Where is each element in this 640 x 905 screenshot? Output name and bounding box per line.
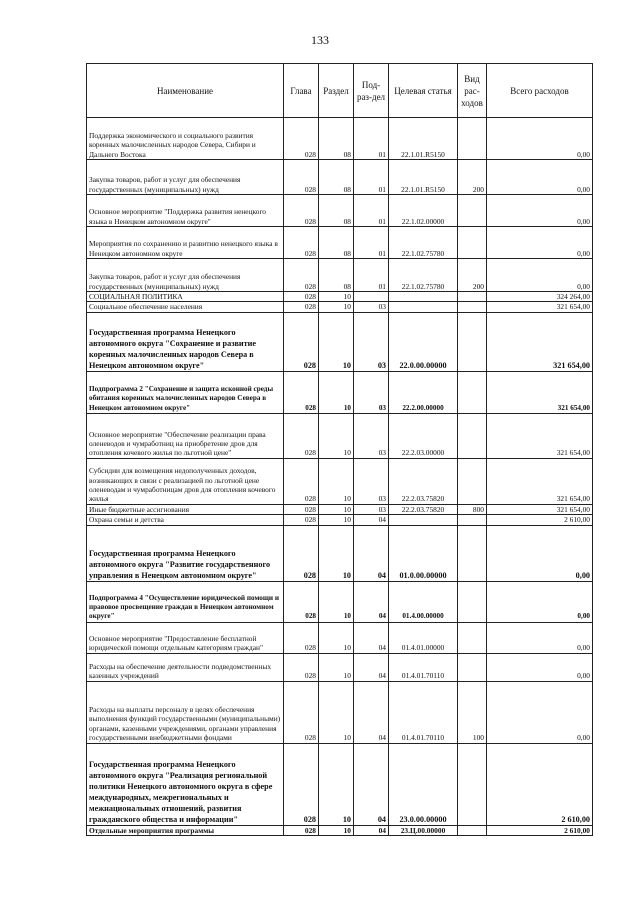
row-subsection: 03 — [354, 302, 389, 312]
row-section: 10 — [319, 622, 354, 653]
row-total: 0,00 — [487, 227, 593, 259]
row-name: Субсидии для возмещения недополученных доходов, возникающих в связи с реализацией по льготной цене оленеводам и чумработницам дров для отопления кочевого жилья — [87, 458, 284, 504]
row-chapter: 028 — [284, 312, 319, 371]
row-name: Расходы на обеспечение деятельности подведомственных казенных учреждений — [87, 653, 284, 681]
table-row — [87, 302, 593, 312]
table-row — [87, 825, 593, 835]
row-chapter: 028 — [284, 371, 319, 413]
row-expense-type — [458, 515, 487, 525]
row-target-article: 01.0.00.00000 — [389, 525, 458, 581]
row-target-article: 23.Ц.00.00000 — [389, 825, 458, 835]
row-name: Поддержка экономического и социального развития коренных малочисленных народов Севера, Сибири и Дальнего Востока — [87, 118, 284, 160]
row-chapter: 028 — [284, 525, 319, 581]
row-name: Мероприятия по сохранению и развитию ненецкого языка в Ненецком автономном округе — [87, 227, 284, 259]
row-total: 2 610,00 — [487, 515, 593, 525]
table-row — [87, 118, 593, 160]
header-name: Наименование — [87, 64, 284, 118]
row-total: 0,00 — [487, 259, 593, 292]
table-row — [87, 371, 593, 413]
row-expense-type — [458, 525, 487, 581]
row-target-article: 01.4.01.70110 — [389, 681, 458, 743]
row-section: 10 — [319, 825, 354, 835]
row-chapter: 028 — [284, 195, 319, 227]
header-section: Раздел — [319, 64, 354, 118]
row-subsection: 01 — [354, 160, 389, 195]
row-chapter: 028 — [284, 292, 319, 302]
row-subsection: 04 — [354, 681, 389, 743]
row-subsection: 04 — [354, 622, 389, 653]
row-chapter: 028 — [284, 825, 319, 835]
row-target-article: 22.2.03.75820 — [389, 504, 458, 514]
row-expense-type — [458, 413, 487, 458]
row-expense-type — [458, 292, 487, 302]
row-section: 10 — [319, 581, 354, 622]
row-total: 2 610,00 — [487, 825, 593, 835]
table-row — [87, 525, 593, 581]
row-subsection: 01 — [354, 227, 389, 259]
row-target-article — [389, 515, 458, 525]
table-row — [87, 312, 593, 371]
row-target-article: 23.0.00.00000 — [389, 743, 458, 825]
row-total: 0,00 — [487, 581, 593, 622]
row-expense-type: 800 — [458, 504, 487, 514]
table-row — [87, 259, 593, 292]
header-expense-type: Вид рас-ходов — [458, 64, 487, 118]
row-name: Социальное обеспечение населения — [87, 302, 284, 312]
row-subsection: 01 — [354, 259, 389, 292]
row-target-article: 22.1.02.00000 — [389, 195, 458, 227]
row-section: 10 — [319, 458, 354, 504]
table-row — [87, 160, 593, 195]
row-expense-type — [458, 195, 487, 227]
table-row — [87, 227, 593, 259]
row-subsection: 04 — [354, 653, 389, 681]
row-section: 08 — [319, 227, 354, 259]
table-row — [87, 292, 593, 302]
row-section: 10 — [319, 515, 354, 525]
row-expense-type — [458, 227, 487, 259]
row-chapter: 028 — [284, 118, 319, 160]
row-name: Основное мероприятие "Предоставление бесплатной юридической помощи отдельным категориям граждан" — [87, 622, 284, 653]
row-name: Отдельные мероприятия программы — [87, 825, 284, 835]
row-target-article — [389, 292, 458, 302]
row-name: Подпрограмма 4 "Осуществление юридической помощи и правовое просвещение граждан в Ненецком автономном округе" — [87, 581, 284, 622]
table-row — [87, 681, 593, 743]
row-expense-type — [458, 302, 487, 312]
row-expense-type — [458, 825, 487, 835]
row-section: 10 — [319, 504, 354, 514]
row-target-article: 01.4.00.00000 — [389, 581, 458, 622]
row-total: 0,00 — [487, 195, 593, 227]
table-row — [87, 413, 593, 458]
header-target-article: Целевая статья — [389, 64, 458, 118]
row-section: 10 — [319, 302, 354, 312]
header-subsection: Под-раз-дел — [354, 64, 389, 118]
row-target-article: 22.1.01.R5150 — [389, 118, 458, 160]
row-chapter: 028 — [284, 622, 319, 653]
table-row — [87, 458, 593, 504]
row-subsection: 04 — [354, 825, 389, 835]
row-total: 2 610,00 — [487, 743, 593, 825]
row-subsection: 03 — [354, 504, 389, 514]
row-total: 0,00 — [487, 118, 593, 160]
row-subsection: 03 — [354, 371, 389, 413]
row-expense-type — [458, 653, 487, 681]
row-name: Государственная программа Ненецкого автономного округа "Реализация региональной политики Ненецкого автономного округа в сфере международных, межрегиональных и межнациональных отношений, развития гражданского общества и информации" — [87, 743, 284, 825]
row-target-article: 22.2.03.75820 — [389, 458, 458, 504]
row-expense-type — [458, 371, 487, 413]
row-total: 321 654,00 — [487, 504, 593, 514]
row-chapter: 028 — [284, 302, 319, 312]
table-row — [87, 504, 593, 514]
row-subsection: 04 — [354, 581, 389, 622]
table-row — [87, 195, 593, 227]
row-section: 10 — [319, 681, 354, 743]
row-section: 10 — [319, 292, 354, 302]
row-total: 0,00 — [487, 653, 593, 681]
row-subsection — [354, 292, 389, 302]
row-section: 10 — [319, 743, 354, 825]
row-target-article: 01.4.01.70110 — [389, 653, 458, 681]
row-chapter: 028 — [284, 259, 319, 292]
row-total: 321 654,00 — [487, 413, 593, 458]
row-target-article: 22.2.00.00000 — [389, 371, 458, 413]
row-name: Закупка товаров, работ и услуг для обеспечения государственных (муниципальных) нужд — [87, 259, 284, 292]
row-name: Охрана семьи и детства — [87, 515, 284, 525]
table-row — [87, 581, 593, 622]
row-target-article: 22.1.01.R5150 — [389, 160, 458, 195]
row-section: 10 — [319, 312, 354, 371]
row-name: Государственная программа Ненецкого автономного округа "Развитие государственного управления в Ненецком автономном округе" — [87, 525, 284, 581]
row-expense-type — [458, 458, 487, 504]
row-section: 08 — [319, 118, 354, 160]
row-subsection: 04 — [354, 743, 389, 825]
row-name: Подпрограмма 2 "Сохранение и защита исконной среды обитания коренных малочисленных народов Севера в Ненецком автономном округе" — [87, 371, 284, 413]
row-chapter: 028 — [284, 227, 319, 259]
row-total: 0,00 — [487, 622, 593, 653]
header-total: Всего расходов — [487, 64, 593, 118]
row-section: 10 — [319, 413, 354, 458]
row-expense-type — [458, 581, 487, 622]
table-header-row — [87, 64, 593, 118]
row-name: Иные бюджетные ассигнования — [87, 504, 284, 514]
row-name: Закупка товаров, работ и услуг для обеспечения государственных (муниципальных) нужд — [87, 160, 284, 195]
row-total: 0,00 — [487, 681, 593, 743]
row-name: СОЦИАЛЬНАЯ ПОЛИТИКА — [87, 292, 284, 302]
row-subsection: 04 — [354, 515, 389, 525]
row-section: 10 — [319, 525, 354, 581]
row-name: Расходы на выплаты персоналу в целях обеспечения выполнения функций государственными (муниципальными) органами, казенными учреждениями, органами управления государственными внебюджетными фондами — [87, 681, 284, 743]
row-target-article: 22.1.02.75780 — [389, 259, 458, 292]
row-chapter: 028 — [284, 160, 319, 195]
row-expense-type: 200 — [458, 259, 487, 292]
row-total: 321 654,00 — [487, 302, 593, 312]
row-total: 321 654,00 — [487, 371, 593, 413]
table-row — [87, 653, 593, 681]
table-row — [87, 622, 593, 653]
row-subsection: 03 — [354, 458, 389, 504]
row-target-article: 22.2.03.00000 — [389, 413, 458, 458]
row-section: 08 — [319, 195, 354, 227]
row-section: 08 — [319, 160, 354, 195]
row-subsection: 03 — [354, 413, 389, 458]
row-section: 08 — [319, 259, 354, 292]
row-chapter: 028 — [284, 743, 319, 825]
row-subsection: 01 — [354, 195, 389, 227]
row-total: 321 654,00 — [487, 312, 593, 371]
row-expense-type: 100 — [458, 681, 487, 743]
table-row — [87, 515, 593, 525]
row-target-article: 01.4.01.00000 — [389, 622, 458, 653]
row-name: Основное мероприятие "Обеспечение реализации права оленеводов и чумработниц на приобретение дров для отопления кочевого жилья по льготной цене" — [87, 413, 284, 458]
row-expense-type: 200 — [458, 160, 487, 195]
page-number: 133 — [311, 33, 329, 47]
row-expense-type — [458, 312, 487, 371]
row-total: 0,00 — [487, 160, 593, 195]
budget-table — [86, 63, 593, 836]
row-expense-type — [458, 622, 487, 653]
row-expense-type — [458, 118, 487, 160]
row-chapter: 028 — [284, 504, 319, 514]
header-chapter: Глава — [284, 64, 319, 118]
row-chapter: 028 — [284, 581, 319, 622]
row-subsection: 03 — [354, 312, 389, 371]
row-subsection: 04 — [354, 525, 389, 581]
row-name: Государственная программа Ненецкого автономного округа "Сохранение и развитие коренных малочисленных народов Севера в Ненецком автономном округе" — [87, 312, 284, 371]
row-subsection: 01 — [354, 118, 389, 160]
row-expense-type — [458, 743, 487, 825]
row-target-article — [389, 302, 458, 312]
row-section: 10 — [319, 653, 354, 681]
row-total: 321 654,00 — [487, 458, 593, 504]
row-chapter: 028 — [284, 681, 319, 743]
row-total: 0,00 — [487, 525, 593, 581]
row-chapter: 028 — [284, 515, 319, 525]
row-section: 10 — [319, 371, 354, 413]
row-target-article: 22.1.02.75780 — [389, 227, 458, 259]
row-target-article: 22.0.00.00000 — [389, 312, 458, 371]
row-chapter: 028 — [284, 458, 319, 504]
table-row — [87, 743, 593, 825]
row-name: Основное мероприятие "Поддержка развития ненецкого языка в Ненецком автономном округе" — [87, 195, 284, 227]
row-total: 324 264,00 — [487, 292, 593, 302]
row-chapter: 028 — [284, 653, 319, 681]
row-chapter: 028 — [284, 413, 319, 458]
